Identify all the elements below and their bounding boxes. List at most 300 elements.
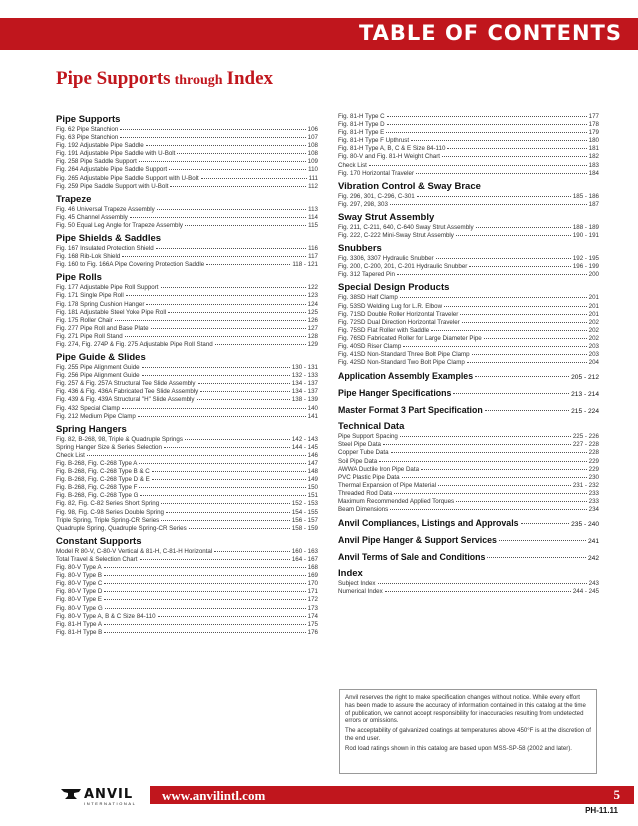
dot-leader	[104, 567, 306, 568]
entry-label: Fig. 296, 301, C-296, C-301	[338, 192, 415, 200]
entry-page: 229	[588, 465, 599, 473]
dot-leader	[125, 336, 306, 337]
toc-section	[56, 114, 318, 191]
toc-entry[interactable]	[56, 166, 318, 174]
entry-page: 200	[588, 271, 599, 279]
entry-label: Fig. 76SD Fabricated Roller for Large Diameter Pipe	[338, 334, 482, 342]
entry-page: 234	[588, 506, 599, 514]
dot-leader	[402, 477, 587, 478]
entry-label: Fig. 45 Channel Assembly	[56, 213, 128, 221]
entry-label: Check List	[56, 451, 85, 459]
dot-leader	[499, 540, 586, 541]
entry-label: Fig. 53SD Welding Lug for L.R. Elbow	[338, 302, 443, 310]
toc-entry[interactable]	[338, 255, 599, 263]
entry-page: 174	[307, 612, 318, 620]
entry-label: Fig. 80-V Type C	[56, 580, 103, 588]
entry-page: 168	[307, 564, 318, 572]
entry-page: 130 - 131	[291, 364, 318, 372]
dot-leader	[421, 469, 587, 470]
toc-entry[interactable]	[338, 506, 599, 514]
toc-section	[56, 194, 318, 230]
toc-entry[interactable]	[56, 388, 318, 396]
toc-entry[interactable]	[338, 153, 599, 161]
toc-entry[interactable]	[56, 596, 318, 604]
entry-page: 134 - 137	[291, 380, 318, 388]
entry-page: 201	[588, 294, 599, 302]
toc-entry[interactable]	[56, 126, 318, 134]
dot-leader	[197, 399, 290, 400]
document-code: PH-11.11	[585, 806, 618, 815]
toc-entry[interactable]	[56, 341, 318, 349]
entry-label: Fig. 171 Single Pipe Roll	[56, 292, 124, 300]
entry-label: Model R 80-V, C-80-V Vertical & 81-H, C-81-H Horizontal	[56, 547, 213, 555]
dot-leader	[170, 186, 306, 187]
toc-entry[interactable]	[56, 405, 318, 413]
entry-label: Beam Dimensions	[338, 506, 389, 514]
toc-section	[56, 536, 318, 637]
entry-label: Fig. 277 Pipe Roll and Base Plate	[56, 324, 149, 332]
entry-label: Fig. B-268, Fig. C-268 Type F	[56, 484, 138, 492]
entry-page: 235 - 240	[571, 521, 599, 529]
entry-page: 244 - 245	[572, 588, 599, 596]
entry-page: 125	[307, 308, 318, 316]
rod-load-note: Rod load ratings shown in this catalog are based upon MSS-SP-58 (2002 and later).	[345, 744, 572, 752]
entry-page: 183	[588, 161, 599, 169]
entry-label: Fig. 81-H Type E	[338, 129, 385, 137]
dot-leader	[206, 264, 290, 265]
entry-label: Total Travel & Selection Chart	[56, 555, 138, 563]
entry-label: Fig. 80-V Type G	[56, 604, 103, 612]
entry-label: Fig. 38SD Half Clamp	[338, 294, 398, 302]
entry-label: Fig. 98, Fig. C-98 Series Double Spring	[56, 508, 164, 516]
entry-page: 140	[307, 404, 318, 412]
entry-label: AWWA Ductile Iron Pipe Data	[338, 465, 420, 473]
toc-entry[interactable]	[56, 629, 318, 637]
dot-leader	[130, 217, 306, 218]
entry-label: Fig. 274, Fig. 274P & Fig. 275 Adjustable Pipe Roll Stand	[56, 340, 213, 348]
entry-page: 231 - 232	[572, 481, 599, 489]
toc-entry[interactable]	[56, 500, 318, 508]
entry-page: 171	[307, 588, 318, 596]
dot-leader	[476, 227, 571, 228]
toc-entry[interactable]	[56, 222, 318, 230]
toc-section	[56, 233, 318, 269]
entry-label: Fig. 297, 298, 303	[338, 200, 388, 208]
dot-leader	[105, 608, 306, 609]
toc-entry[interactable]	[338, 449, 599, 457]
toc-entry[interactable]	[56, 525, 318, 533]
entry-page: 188 - 189	[572, 223, 599, 231]
toc-entry[interactable]	[338, 263, 599, 271]
entry-page: 233	[588, 498, 599, 505]
toc-entry[interactable]	[338, 458, 599, 466]
toc-entry[interactable]	[338, 498, 599, 506]
toc-entry[interactable]	[338, 466, 599, 474]
toc-entry[interactable]	[338, 335, 599, 343]
disclaimer-box	[339, 689, 597, 774]
dot-leader	[456, 501, 587, 502]
dot-leader	[484, 338, 587, 339]
entry-page: 233	[588, 489, 599, 497]
section-title: Technical Data	[338, 421, 405, 433]
dot-leader	[390, 204, 587, 205]
dot-leader	[416, 173, 587, 174]
footer-bar	[150, 786, 634, 804]
toc-entry[interactable]	[338, 294, 599, 302]
dot-leader	[411, 140, 587, 141]
entry-page: 179	[588, 129, 599, 137]
section-title: Pipe Rolls	[56, 272, 102, 284]
toc-entry[interactable]	[56, 253, 318, 261]
entry-label: Numerical Index	[338, 588, 383, 596]
entry-page: 113	[308, 205, 318, 213]
entry-page: 213 - 214	[571, 391, 599, 399]
dot-leader	[369, 165, 587, 166]
dot-leader	[156, 248, 306, 249]
toc-entry[interactable]	[338, 303, 599, 311]
toc-entry[interactable]	[56, 175, 318, 183]
dot-leader	[115, 320, 306, 321]
toc-entry[interactable]	[56, 333, 318, 341]
dot-leader	[139, 487, 305, 488]
toc-entry[interactable]	[56, 150, 318, 158]
entry-label: Fig. 75SD Flat Roller with Saddle	[338, 326, 430, 334]
major-toc-entry[interactable]	[338, 370, 599, 384]
entry-label: Subject Index	[338, 580, 376, 588]
toc-entry[interactable]	[338, 113, 599, 121]
entry-page: 149	[307, 476, 318, 484]
major-toc-entry[interactable]	[338, 387, 599, 401]
dot-leader	[139, 161, 306, 162]
toc-entry[interactable]	[56, 325, 318, 333]
toc-entry[interactable]	[338, 311, 599, 319]
dot-leader	[151, 328, 306, 329]
entry-page: 158 - 159	[291, 524, 318, 532]
dot-leader	[386, 132, 586, 133]
toc-entry[interactable]	[56, 468, 318, 476]
entry-label: Fig. 271 Pipe Roll Stand	[56, 332, 123, 340]
entry-label: Fig. 178 Spring Cushion Hanger	[56, 300, 145, 308]
entry-label: Fig. 191 Adjustable Pipe Saddle with U-Bolt	[56, 150, 176, 158]
dot-leader	[387, 124, 587, 125]
toc-entry[interactable]	[56, 309, 318, 317]
toc-entry[interactable]	[338, 482, 599, 490]
entry-page: 175	[307, 620, 318, 628]
entry-page: 144 - 145	[291, 443, 318, 451]
entry-label: Fig. 81-H Type D	[338, 121, 385, 129]
dot-leader	[403, 346, 586, 347]
section-title: Vibration Control & Sway Brace	[338, 180, 481, 192]
entry-label: Fig. 175 Roller Chair	[56, 316, 113, 324]
entry-label: Fig. 50 Equal Leg Angle for Trapeze Assembly	[56, 221, 183, 229]
entry-label: Fig. 71SD Double Roller Horizontal Traveler	[338, 310, 459, 318]
entry-page: 118 - 121	[292, 261, 318, 269]
toc-entry[interactable]	[338, 193, 599, 201]
entry-label: Fig. 62 Pipe Stanchion	[56, 126, 119, 133]
toc-entry[interactable]	[56, 572, 318, 580]
toc-entry[interactable]	[338, 129, 599, 137]
dot-leader	[400, 436, 571, 437]
toc-entry[interactable]	[338, 201, 599, 209]
dot-leader	[142, 375, 290, 376]
entry-page: 203	[588, 351, 599, 359]
entry-page: 132 - 133	[291, 372, 318, 380]
dot-leader	[120, 137, 305, 138]
toc-entry[interactable]	[56, 517, 318, 525]
dot-leader	[472, 354, 587, 355]
toc-entry[interactable]	[338, 588, 599, 596]
entry-label: Fig. 82, Fig. C-82 Series Short Spring	[56, 500, 160, 508]
dot-leader	[157, 209, 306, 210]
entry-label: Fig. 200, C-200, 201, C-201 Hydraulic Snubber	[338, 263, 468, 271]
toc-entry[interactable]	[56, 364, 318, 372]
toc-section	[56, 424, 318, 533]
logo-text: ANVIL	[84, 787, 134, 802]
dot-leader	[394, 493, 586, 494]
toc-entry[interactable]	[338, 490, 599, 498]
toc-entry[interactable]	[56, 214, 318, 222]
entry-label: Fig. 256 Pipe Alignment Guide	[56, 372, 140, 380]
toc-entry[interactable]	[56, 460, 318, 468]
dot-leader	[378, 583, 587, 584]
dot-leader	[469, 266, 571, 267]
entry-page: 127	[307, 324, 318, 332]
toc-entry[interactable]	[56, 380, 318, 388]
entry-label: Fig. 72SD Dual Direction Horizontal Traveler	[338, 318, 460, 326]
entry-page: 185 - 186	[572, 192, 599, 200]
heading-part2: through	[174, 73, 223, 88]
dot-leader	[140, 495, 305, 496]
entry-label: Fig. 41SD Non-Standard Three Bolt Pipe Clamp	[338, 351, 470, 359]
toc-entry[interactable]	[56, 245, 318, 253]
entry-page: 141	[307, 412, 318, 420]
entry-page: 147	[307, 460, 318, 467]
entry-page: 190 - 191	[572, 232, 599, 240]
toc-entry[interactable]	[56, 588, 318, 596]
dot-leader	[431, 330, 587, 331]
dot-leader	[456, 235, 571, 236]
entry-label: Fig. 436 & Fig. 436A Fabricated Tee Slide Assembly	[56, 388, 199, 396]
entry-page: 228	[588, 449, 599, 457]
toc-entry[interactable]	[56, 452, 318, 460]
entry-page: 106	[307, 126, 318, 133]
entry-page: 176	[307, 628, 318, 636]
dot-leader	[161, 287, 306, 288]
entry-label: Check List	[338, 161, 367, 169]
entry-page: 172	[307, 596, 318, 604]
entry-page: 180	[588, 137, 599, 145]
dot-leader	[447, 148, 586, 149]
heading-part3: Index	[226, 68, 274, 89]
major-toc-entry[interactable]	[338, 534, 599, 548]
entry-label: Fig. 192 Adjustable Pipe Saddle	[56, 142, 144, 150]
toc-section	[338, 421, 599, 514]
dot-leader	[140, 559, 290, 560]
toc-entry[interactable]	[338, 359, 599, 367]
toc-entry[interactable]	[56, 605, 318, 613]
entry-page: 187	[588, 200, 599, 208]
right-column	[338, 113, 599, 596]
toc-entry[interactable]	[56, 183, 318, 191]
entry-page: 201	[588, 302, 599, 310]
entry-label: Fig. 211, C-211, 640, C-640 Sway Strut Assembly	[338, 223, 474, 231]
entry-page: 160 - 163	[291, 547, 318, 555]
entry-label: Fig. 40SD Riser Clamp	[338, 342, 402, 350]
toc-entry[interactable]	[338, 351, 599, 359]
entry-page: 227 - 228	[572, 441, 599, 449]
entry-label: PVC Plastic Pipe Data	[338, 473, 400, 481]
entry-label: Fig. 168 Rib-Lok Shield	[56, 253, 121, 261]
dot-leader	[152, 479, 306, 480]
dot-leader	[487, 557, 586, 558]
dot-leader	[152, 471, 306, 472]
toc-entry[interactable]	[56, 580, 318, 588]
entry-page: 169	[307, 572, 318, 580]
entry-page: 225 - 226	[572, 433, 599, 441]
dot-leader	[475, 376, 569, 377]
dot-leader	[417, 196, 571, 197]
dot-leader	[104, 591, 305, 592]
entry-page: 205 - 212	[571, 374, 599, 382]
toc-entry[interactable]	[56, 444, 318, 452]
section-title: Pipe Shields & Saddles	[56, 233, 162, 245]
dot-leader	[146, 304, 305, 305]
dot-leader	[120, 129, 305, 130]
toc-entry[interactable]	[56, 413, 318, 421]
toc-entry[interactable]	[56, 492, 318, 500]
entry-label: Fig. 181 Adjustable Steel Yoke Pipe Roll	[56, 308, 167, 316]
dot-leader	[467, 362, 587, 363]
dot-leader	[460, 314, 586, 315]
toc-entry[interactable]	[56, 548, 318, 556]
entry-label: Fig. 80-V Type A	[56, 564, 102, 572]
major-toc-entry[interactable]	[338, 551, 599, 565]
entry-label: Fig. 46 Universal Trapeze Assembly	[56, 205, 155, 213]
toc-section	[338, 181, 599, 209]
toc-entry[interactable]	[338, 343, 599, 351]
anvil-icon	[60, 787, 82, 801]
dot-leader	[142, 367, 290, 368]
toc-entry[interactable]	[338, 580, 599, 588]
toc-section	[338, 282, 599, 367]
major-toc-entry[interactable]	[338, 404, 599, 418]
toc-entry[interactable]	[338, 474, 599, 482]
major-toc-entry[interactable]	[338, 517, 599, 531]
entry-page: 178	[588, 121, 599, 129]
toc-entry[interactable]	[56, 158, 318, 166]
toc-entry[interactable]	[56, 476, 318, 484]
entry-page: 196 - 199	[572, 263, 599, 271]
toc-entry[interactable]	[56, 261, 318, 269]
toc-entry[interactable]	[56, 292, 318, 300]
toc-entry[interactable]	[56, 134, 318, 142]
entry-label: Fig. 81-H Type F Upthrust	[338, 137, 410, 145]
toc-entry[interactable]	[56, 301, 318, 309]
dot-leader	[521, 523, 570, 524]
entry-label: Fig. 80-V and Fig. 81-H Weight Chart	[338, 153, 441, 161]
toc-entry[interactable]	[338, 319, 599, 327]
heading-part1: Pipe Supports	[56, 68, 171, 89]
entry-label: Fig. 80-V Type B	[56, 572, 102, 580]
entry-label: Threaded Rod Data	[338, 489, 393, 497]
entry-label: Anvil Pipe Hanger & Support Services	[338, 535, 497, 546]
toc-entry[interactable]	[338, 137, 599, 145]
toc-entry[interactable]	[56, 372, 318, 380]
toc-entry[interactable]	[56, 621, 318, 629]
toc-entry[interactable]	[56, 317, 318, 325]
toc-entry[interactable]	[338, 145, 599, 153]
toc-entry[interactable]	[338, 170, 599, 178]
website-link[interactable]: www.anvilintl.com	[162, 788, 266, 803]
dot-leader	[485, 410, 569, 411]
toc-entry[interactable]	[56, 396, 318, 404]
toc-entry[interactable]	[338, 327, 599, 335]
dot-leader	[161, 503, 290, 504]
dot-leader	[462, 322, 587, 323]
toc-entry[interactable]	[338, 232, 599, 240]
entry-label: Spring Hanger Size & Series Selection	[56, 443, 162, 451]
toc-entry[interactable]	[338, 162, 599, 170]
toc-section	[338, 243, 599, 279]
dot-leader	[146, 145, 306, 146]
entry-page: 229	[588, 457, 599, 465]
toc-entry[interactable]	[338, 121, 599, 129]
left-column	[56, 113, 318, 637]
entry-label: Fig. B-268, Fig. C-268 Type A	[56, 460, 138, 467]
entry-page: 242	[587, 555, 599, 563]
entry-label: Copper Tube Data	[338, 449, 389, 457]
toc-entry[interactable]	[338, 224, 599, 232]
dot-leader	[104, 599, 306, 600]
dot-leader	[185, 439, 290, 440]
entry-label: Maximum Recommended Applied Torques	[338, 498, 455, 505]
entry-page: 192 - 195	[572, 255, 599, 263]
toc-entry[interactable]	[338, 271, 599, 279]
toc-entry[interactable]	[338, 433, 599, 441]
dot-leader	[391, 452, 587, 453]
toc-entry[interactable]	[56, 509, 318, 517]
dot-leader	[383, 444, 571, 445]
entry-label: Fig. 81-H Type B	[56, 628, 103, 636]
dot-leader	[138, 416, 306, 417]
section-title: Spring Hangers	[56, 423, 127, 435]
entry-label: Fig. 82, B-268, 98, Triple & Quadruple Springs	[56, 435, 183, 443]
toc-section	[338, 568, 599, 596]
dot-leader	[390, 509, 586, 510]
dot-leader	[201, 178, 307, 179]
entry-page: 201	[588, 310, 599, 318]
entry-label: Fig. 212 Medium Pipe Clamp	[56, 412, 136, 420]
dot-leader	[198, 383, 290, 384]
toc-entry[interactable]	[56, 613, 318, 621]
entry-page: 146	[307, 451, 318, 459]
entry-page: 151	[307, 492, 318, 500]
toc-entry[interactable]	[338, 441, 599, 449]
toc-entry[interactable]	[56, 436, 318, 444]
dot-leader	[200, 391, 290, 392]
toc-entry[interactable]	[56, 564, 318, 572]
toc-entry[interactable]	[56, 284, 318, 292]
toc-entry[interactable]	[56, 484, 318, 492]
entry-label: Anvil Terms of Sale and Conditions	[338, 552, 486, 563]
toc-entry[interactable]	[56, 556, 318, 564]
section-title: Constant Supports	[56, 535, 142, 547]
toc-entry[interactable]	[56, 142, 318, 150]
toc-entry[interactable]	[56, 206, 318, 214]
dot-leader	[215, 344, 306, 345]
entry-label: Pipe Support Spacing	[338, 433, 398, 441]
entry-label: Fig. 255 Pipe Alignment Guide	[56, 364, 140, 372]
